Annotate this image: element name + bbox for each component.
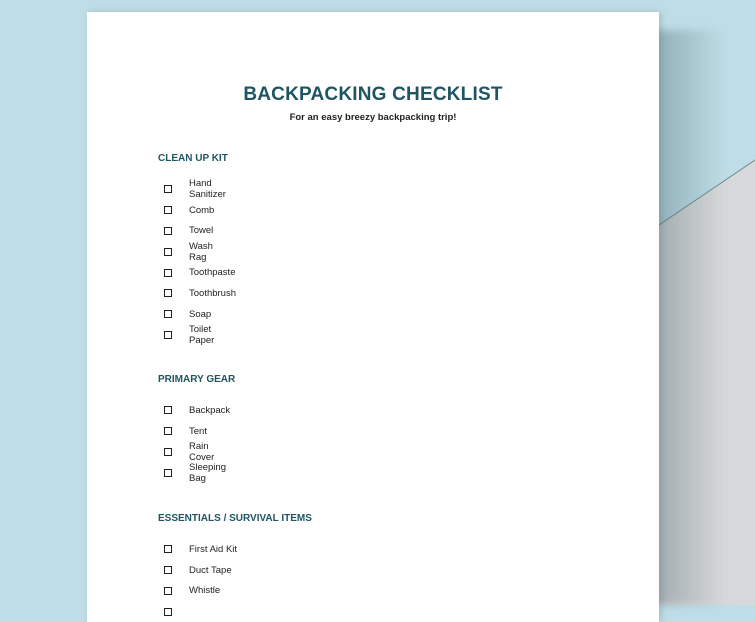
document-page [87, 12, 659, 622]
checklist-item [158, 325, 228, 346]
checklist-item [158, 200, 228, 221]
checklist-item-label: Toothbrush [189, 287, 237, 299]
checklist-item [158, 221, 228, 242]
checkbox[interactable] [164, 608, 172, 616]
section-primary-gear [158, 373, 235, 483]
section-clean-up-kit [158, 152, 237, 346]
checkbox[interactable] [164, 269, 172, 277]
checklist-item [158, 462, 235, 483]
checklist-item [158, 304, 228, 325]
checklist-item [158, 400, 235, 421]
checklist-item-label: Towel [189, 225, 214, 237]
checklist-item-label: Whistle [189, 585, 221, 597]
checklist-item [158, 560, 312, 581]
checklist-item [158, 442, 235, 463]
checklist-item [158, 241, 228, 262]
checklist-item [158, 581, 312, 602]
checkbox[interactable] [164, 206, 172, 214]
page-title: BACKPACKING CHECKLIST [243, 84, 503, 105]
checkbox[interactable] [164, 406, 172, 414]
checkbox[interactable] [164, 331, 172, 339]
section-heading: PRIMARY GEAR [158, 374, 236, 385]
checkbox[interactable] [164, 185, 172, 193]
checkbox[interactable] [164, 289, 172, 297]
checklist-item-label: Backpack [189, 404, 231, 416]
checklist-item [158, 601, 312, 622]
checklist-item-label: Tent [189, 425, 207, 437]
checklist-item [158, 421, 235, 442]
checklist-item-label: Wash Rag [189, 240, 213, 263]
checklist-item-label: Sleeping Bag [189, 461, 226, 484]
checklist-item [158, 539, 312, 560]
checkbox[interactable] [164, 448, 172, 456]
checklist-item-label: Toilet Paper [189, 323, 215, 346]
checklist-item-label: First Aid Kit [189, 543, 238, 555]
checkbox[interactable] [164, 427, 172, 435]
checklist-item-label: Duct Tape [189, 564, 232, 576]
page-subtitle: For an easy breezy backpacking trip! [289, 112, 457, 123]
section-essentials [158, 512, 312, 622]
checklist-item-label: Toothpaste [189, 267, 236, 279]
checklist-item [158, 283, 237, 304]
checklist-item-label: Comb [189, 204, 215, 216]
checkbox[interactable] [164, 587, 172, 595]
checklist-item-label: Soap [189, 308, 212, 320]
checkbox[interactable] [164, 545, 172, 553]
checkbox[interactable] [164, 227, 172, 235]
checklist-item [158, 262, 236, 283]
checkbox[interactable] [164, 469, 172, 477]
section-heading: CLEAN UP KIT [158, 153, 228, 164]
paper-shadow [655, 30, 725, 605]
checkbox[interactable] [164, 566, 172, 574]
checklist-item-label: Rain Cover [189, 440, 215, 463]
checkbox[interactable] [164, 248, 172, 256]
checklist-item-label: Hand Sanitizer [189, 178, 226, 201]
section-heading: ESSENTIALS / SURVIVAL ITEMS [158, 513, 312, 524]
checklist-item [158, 179, 228, 200]
checkbox[interactable] [164, 310, 172, 318]
